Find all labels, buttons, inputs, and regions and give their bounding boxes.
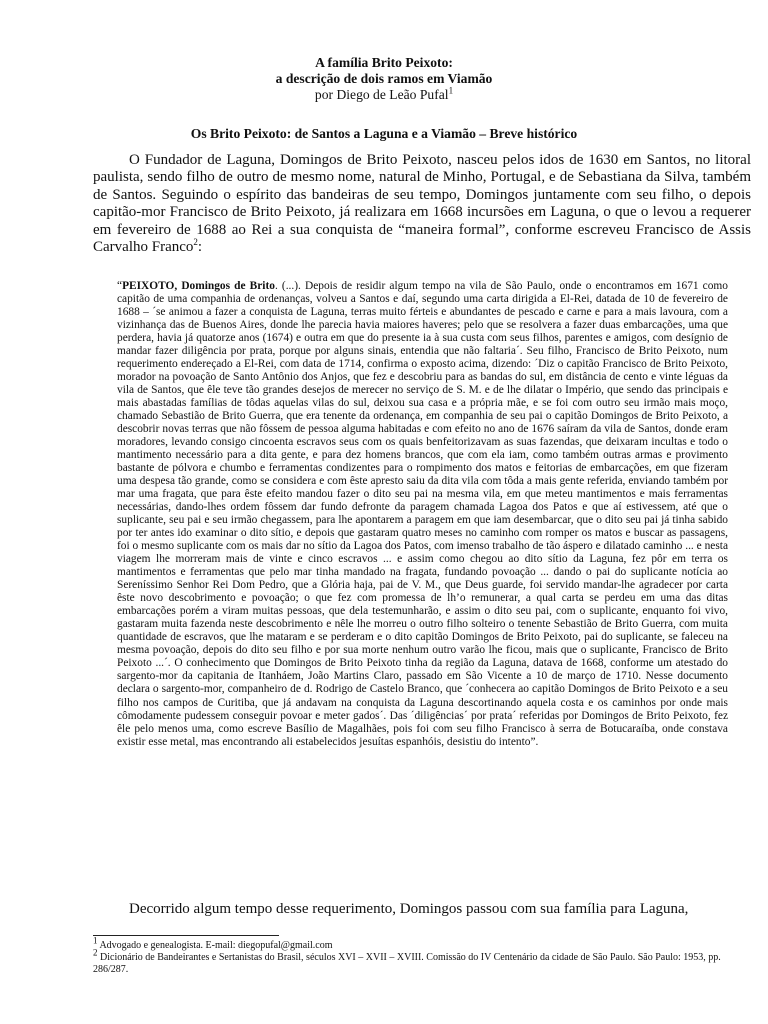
footnote-mark-2: 2: [93, 947, 98, 958]
footnote-ref-2[interactable]: 2: [193, 237, 198, 248]
title-line-1: A família Brito Peixoto:: [315, 55, 453, 70]
block-quote: [117, 280, 728, 749]
footnote-text-2: Dicionário de Bandeirantes e Sertanistas do Brasil, séculos XVI – XVII – XVIII. Comissão do IV Centenário da cidade de São Paulo. São Paulo: 1953, pp. 286/287.: [93, 952, 721, 975]
continuation-paragraph: Decorrido algum tempo desse requerimento, Domingos passou com sua família para Laguna,: [129, 901, 689, 917]
intro-paragraph: [93, 152, 751, 256]
intro-text: O Fundador de Laguna, Domingos de Brito Peixoto, nasceu pelos idos de 1630 em Santos, no litoral paulista, sendo filho de outro de mesmo nome, natural de Minho, Portugal, e de Sebastiana da Silva, também de Santos. Seguindo o espírito das bandeiras de seu tempo, Domingos juntamente com seu filho, o depois capitão-mor Francisco de Brito Peixoto, já realizara em 1668 incursões em Laguna, o que o levou a requerer em fevereiro de 1688 ao Rei a sua conquista de “maneira formal”, conforme escreveu Francisco de Assis Carvalho Franco: [93, 152, 751, 256]
footnote-mark-1: 1: [93, 935, 98, 946]
footnote-2: [93, 947, 755, 976]
quote-entry-name: PEIXOTO, Domingos de Brito: [122, 280, 275, 292]
quote-open-mark: “: [117, 280, 123, 292]
footnote-text-1: Advogado e genealogista. E-mail: diegopufal@gmail.com: [97, 940, 333, 951]
quote-text: . (...). Depois de residir algum tempo na vila de São Paulo, onde o encontramos em 1671 como capitão de uma companhia de ordenanças, volveu a Santos e daí, segundo uma carta dirigida a El-Rei, datada de 10 de fevereiro de 1688 – ´se animou a fazer a conquista de Laguna, terras muito férteis e abundantes de pescado e carne e para a mais lavoura, com a vizinhança das de Buenos Aires, donde lhe parecia havia maiores haveres; pelo que se resolvera a fazer duas embarcações, uma que perdera, havia já quatorze anos (1674) e outra em que do presente ia à sua custa com seus filhos, parentes e amigos, com desígnio de mandar fazer diligência por prata, porque por alguns sinais, entendia que não faltaria´. Seu filho, Francisco de Brito Peixoto, num requerimento endereçado a El-Rei, com data de 1714, confirma o exposto acima, dizendo: ´Diz o capitão Francisco de Brito Peixoto, morador na povoação de Santo Antônio dos Anjos, que fez e descobriu para as bandas do sul, em distância de cento e vinte léguas da vila de Santos, que êle teve tão grandes desejos de merecer no serviço de S. M. e de lhe dilatar o Império, que sendo das principais e mais abastadas famílias de tôdas aquelas vilas do sul, deixou sua casa e a própria mãe, e se foi com outro seu irmão mais moço, chamado Sebastião de Brito Guerra, que era tenente da ordenança, em companhia de seu pai o capitão Domingos de Brito Peixoto, a descobrir novas terras que não fôssem de pessoa alguma habitadas e com efeito no ano de 1676 saíram da vila de Santos, donde eram moradores, levando consigo cincoenta escravos seus com os quais benfeitorizavam as suas fazendas, que deixaram incultas e todo o mantimento necessário para a dita gente, e para dez homens brancos, que com ela iam, como também outras armas e provimento bastante de pólvora e chumbo e ferramentas condizentes para o rompimento dos matos e feitorias de embarcações, em que fizeram uma despesa tão grande, como se considera e com êste apresto saiu da dita vila com tôda a mais gente referida, enviando também por mar uma fragata, que para êste efeito mandou fazer o dito seu pai na mesma vila, em que meteu mantimentos e mais ferramentas necessárias, dando-lhes ordem fôssem dar fundo defronte da paragem chamada Lagoa dos Patos e que aí estivessem, até que o suplicante, seu pai e seu irmão chegassem, para lhe apontarem a paragem em que iam desembarcar, que o dito seu pai já tinha sabido por ter antes ido examinar o dito sítio, e depois que gastaram quatro meses no caminho com romper os matos e buscar as passagens, foi o mesmo suplicante com os mais dar no sítio da Lagoa dos Patos, com imenso trabalho de tão áspero e dilatado caminho ... e nesta viagem lhe morreram mais de vinte e cinco escravos ... e assim como chegou ao dito sítio da Laguna, fez pôr em terra os mantimentos e ferramentas que pelo mar tinha mandado na fragata, fundando povoação ... dando o pai do suplicante notícia ao Sereníssimo Senhor Rei Dom Pedro, que a Glória haja, pai de V. M., que Deus guarde, foi servido mandar-lhe agradecer por carta êste novo descobrimento e povoação; o que fez com promessa de lh’o remunerar, a qual carta se perdeu em uma das ditas embarcações porém a viram muitas pessoas, que dela testemunharão, e assim o dito seu pai, com o suplicante, enquanto foi vivo, gastaram muita fazenda neste descobrimento e nêle lhe morreu o outro filho solteiro o tenente Sebastião de Brito Guerra, com muita quantidade de escravos, que lhe mataram e se perderam e o dito capitão Domingos de Brito Peixoto, pai do suplicante, se faleceu na mesma povoação, depois do dito seu filho e por sua morte nenhum outro varão lhe ficou, mais que o suplicante, Francisco de Brito Peixoto ...´. O conhecimento que Domingos de Brito Peixoto tinha da região da Laguna, datava de 1668, conforme um atestado do sargento-mor da capitania de Itanháem, João Martins Claro, passado em São Vicente a 10 de março de 1710. Nesse documento declara o sargento-mor, companheiro de d. Rodrigo de Castelo Branco, que ´conhecera ao capitão Domingos de Brito Peixoto e a seu filho nos campos de Curitiba, que já andavam na conquista da Laguna descortinando aquela costa e os caminhos por onde mais cômodamente pudessem conseguir povoar e meter gados´. Das ´diligências´ por prata´ referidas por Domingos de Brito Peixoto, fez êle pelo menos uma, como escreve Basílio de Magalhães, pois foi com seu filho Francisco à serra de Botucaraíba, onde constava existir esse metal, mas encontrando ali estabelecidos jesuítas espanhóis, desistiu do intento”.: [117, 280, 728, 748]
footnote-1: [93, 935, 755, 952]
author-line: [0, 87, 768, 103]
footnote-separator: [93, 935, 279, 936]
footnotes: [93, 935, 755, 976]
section-heading: Os Brito Peixoto: de Santos a Laguna e a Viamão – Breve histórico: [190, 126, 578, 141]
footnote-ref-1[interactable]: 1: [448, 85, 454, 96]
intro-end: :: [197, 239, 203, 256]
title-line-2: a descrição de dois ramos em Viamão: [275, 71, 493, 86]
author-name: por Diego de Leão Pufal: [314, 87, 449, 102]
title-block: [0, 55, 768, 103]
